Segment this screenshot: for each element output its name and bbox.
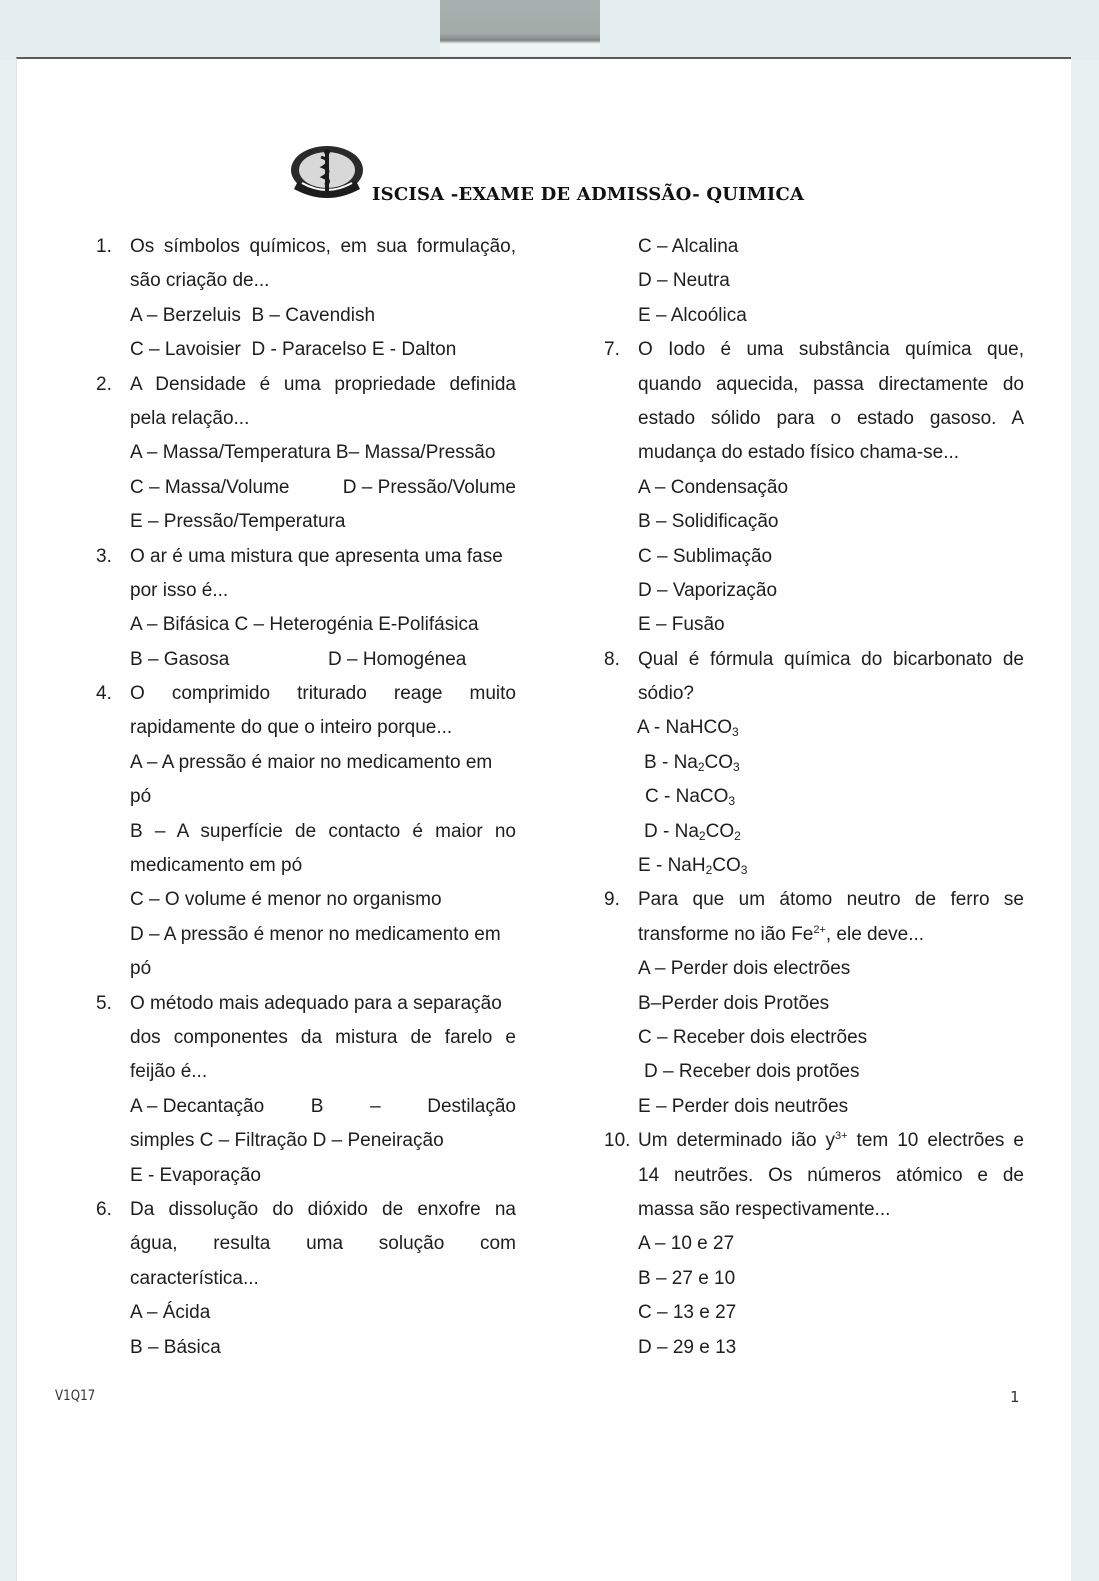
question-4 xyxy=(96,677,516,987)
answer-option[interactable]: E - Evaporação xyxy=(130,1164,261,1186)
answer-option[interactable]: A – 10 e 27 xyxy=(638,1233,735,1255)
answer-option-letter[interactable]: B xyxy=(310,1095,324,1117)
question-10 xyxy=(604,1124,1024,1365)
answer-option[interactable]: C – Lavoisier D - Paracelso E - Dalton xyxy=(130,339,457,361)
option-label: B - xyxy=(644,751,674,773)
formula-part: CO xyxy=(705,820,735,842)
question-stem: A Densidade é uma propriedade definida xyxy=(130,373,516,395)
charge-superscript: 3+ xyxy=(835,1130,848,1143)
answer-option[interactable]: C – Receber dois electrões xyxy=(638,1026,868,1048)
formula-subscript: 2 xyxy=(734,828,741,843)
question-stem: O método mais adequado para a separação xyxy=(130,992,502,1014)
question-stem: Qual é fórmula química do bicarbonato de xyxy=(638,648,1024,670)
answer-option[interactable] xyxy=(604,711,1024,745)
question-3 xyxy=(96,540,516,678)
question-stem: característica... xyxy=(130,1267,259,1289)
stem-word: uma xyxy=(306,1233,344,1255)
question-1 xyxy=(96,230,516,368)
formula-subscript: 2 xyxy=(705,863,713,878)
question-stem: 14 neutrões. Os números atómico e de xyxy=(638,1164,1024,1186)
formula-part: NaH xyxy=(667,855,706,877)
question-stem: mudança do estado físico chama-se... xyxy=(638,442,960,464)
answer-option[interactable]: D – Receber dois protões xyxy=(644,1061,860,1083)
answer-option[interactable]: B–Perder dois Protões xyxy=(638,992,830,1014)
question-number: 7. xyxy=(604,339,620,361)
formula-subscript: 3 xyxy=(728,794,736,809)
answer-option[interactable]: B – A superfície de contacto é maior no xyxy=(130,820,516,842)
answer-option[interactable]: B – Gasosa xyxy=(130,648,230,670)
answer-option[interactable]: A – Perder dois electrões xyxy=(638,958,851,980)
page-number: 1 xyxy=(1010,1388,1020,1406)
answer-option[interactable]: A – Massa/Temperatura B– Massa/Pressão xyxy=(130,442,496,464)
answer-option[interactable]: simples C – Filtração D – Peneiração xyxy=(130,1130,444,1152)
question-2 xyxy=(96,368,516,540)
answer-option[interactable]: E – Perder dois neutrões xyxy=(638,1095,849,1117)
answer-option[interactable]: D – Homogénea xyxy=(328,648,467,670)
question-stem: Da dissolução do dióxido de enxofre na xyxy=(130,1198,516,1220)
question-stem: pela relação... xyxy=(130,407,250,429)
formula-subscript: 3 xyxy=(733,759,740,774)
question-number: 9. xyxy=(604,889,620,911)
answer-option[interactable]: E – Fusão xyxy=(638,614,725,636)
answer-option[interactable]: A – Ácida xyxy=(130,1302,211,1324)
answer-option[interactable]: A – A pressão é maior no medicamento em xyxy=(130,751,493,773)
question-number: 5. xyxy=(96,992,112,1014)
question-6-continued xyxy=(604,230,1024,333)
answer-option-continued[interactable]: pó xyxy=(130,786,152,808)
question-stem: rapidamente do que o inteiro porque... xyxy=(130,717,453,739)
answer-option[interactable] xyxy=(604,746,1024,780)
answer-option[interactable]: D – A pressão é menor no medicamento em xyxy=(130,923,501,945)
formula-subscript: 3 xyxy=(740,863,748,878)
answer-option-continued[interactable]: medicamento em pó xyxy=(130,855,303,877)
answer-option[interactable]: B – 27 e 10 xyxy=(638,1267,736,1289)
answer-option[interactable]: D – 29 e 13 xyxy=(638,1336,737,1358)
formula-part: NaHCO xyxy=(665,717,733,739)
formula-subscript: 2 xyxy=(697,759,705,774)
answer-option[interactable]: A – Bifásica C – Heterogénia E-Polifásica xyxy=(130,614,479,636)
stem-word: água, xyxy=(130,1233,178,1255)
version-code: V1Q17 xyxy=(55,1388,96,1404)
stem-word: solução xyxy=(378,1233,445,1255)
question-number: 10. xyxy=(604,1130,631,1152)
stem-word: resulta xyxy=(213,1233,271,1255)
formula-part: CO xyxy=(704,751,734,773)
answer-option[interactable] xyxy=(604,815,1024,849)
answer-option[interactable]: B – Básica xyxy=(130,1336,221,1358)
question-stem: O comprimido triturado reage muito xyxy=(130,683,516,705)
option-label: D - xyxy=(644,820,675,842)
answer-option[interactable]: E – Pressão/Temperatura xyxy=(130,511,346,533)
answer-option[interactable] xyxy=(604,780,1024,814)
answer-option[interactable]: B – Solidificação xyxy=(638,511,779,533)
question-stem: por isso é... xyxy=(130,579,229,601)
question-stem: quando aquecida, passa directamente do xyxy=(638,373,1024,395)
formula-subscript: 3 xyxy=(732,725,739,740)
question-stem: O ar é uma mistura que apresenta uma fase xyxy=(130,545,503,567)
answer-option[interactable]: C – Sublimação xyxy=(638,545,773,567)
formula-part: NaCO xyxy=(675,786,729,808)
answer-option[interactable]: Destilação xyxy=(427,1095,516,1117)
answer-option[interactable]: A – Berzeluis B – Cavendish xyxy=(130,304,376,326)
question-stem: estado sólido para o estado gasoso. A xyxy=(638,407,1024,429)
formula-part: Na xyxy=(674,820,699,842)
question-6 xyxy=(96,1193,516,1365)
question-stem xyxy=(130,1227,516,1261)
question-stem: sódio? xyxy=(638,683,694,705)
answer-option[interactable]: D – Neutra xyxy=(638,270,730,292)
option-label: E - xyxy=(638,855,668,877)
scanner-lid-shadow xyxy=(440,0,600,56)
answer-option[interactable]: E – Alcoólica xyxy=(638,304,747,326)
question-number: 4. xyxy=(96,683,112,705)
option-label: C - xyxy=(645,786,676,808)
answer-option[interactable]: D – Pressão/Volume xyxy=(342,476,516,498)
answer-option[interactable]: C – Massa/Volume xyxy=(130,476,290,498)
question-stem: Os símbolos químicos, em sua formulação, xyxy=(130,236,516,257)
question-number: 1. xyxy=(96,236,112,257)
answer-option-continued[interactable]: pó xyxy=(130,958,152,980)
answer-option[interactable]: D – Vaporização xyxy=(638,579,778,601)
right-column xyxy=(604,230,1024,1365)
question-number: 8. xyxy=(604,648,620,670)
question-9 xyxy=(604,883,1024,1124)
question-stem: massa são respectivamente... xyxy=(638,1198,891,1220)
answer-option[interactable]: A – Condensação xyxy=(638,476,789,498)
answer-option[interactable]: A – Decantação xyxy=(130,1095,265,1117)
formula-part: CO xyxy=(712,855,741,877)
question-stem: são criação de... xyxy=(130,270,270,292)
question-stem: dos componentes da mistura de farelo e xyxy=(130,1026,516,1048)
exam-header xyxy=(284,140,824,210)
question-stem: feijão é... xyxy=(130,1061,208,1083)
answer-option[interactable]: C – 13 e 27 xyxy=(638,1302,737,1324)
charge-superscript: 2+ xyxy=(813,923,826,936)
question-number: 2. xyxy=(96,373,112,395)
formula-part: Na xyxy=(673,751,698,773)
left-column xyxy=(96,230,516,1365)
question-8 xyxy=(604,643,1024,884)
question-5 xyxy=(96,987,516,1193)
caduceus-logo-icon xyxy=(286,143,368,205)
option-label: A - xyxy=(637,717,666,739)
formula-subscript: 2 xyxy=(698,828,706,843)
stem-word: com xyxy=(480,1233,516,1255)
question-7 xyxy=(604,333,1024,643)
question-number: 6. xyxy=(96,1198,112,1220)
question-stem: transforme no ião $Fe^{2+}$, ele deve... xyxy=(638,923,925,945)
question-stem: Um determinado ião $y^{3+}$ tem 10 electrões e xyxy=(638,1130,1024,1152)
answer-option[interactable] xyxy=(604,849,1024,883)
answer-option[interactable]: C – O volume é menor no organismo xyxy=(130,889,442,911)
question-stem: Para que um átomo neutro de ferro se xyxy=(638,889,1024,911)
answer-option-dash: – xyxy=(370,1095,381,1117)
exam-title: ISCISA -EXAME DE ADMISSÃO- QUIMICA xyxy=(372,184,805,205)
answer-option[interactable]: C – Alcalina xyxy=(638,236,739,257)
question-number: 3. xyxy=(96,545,112,567)
question-stem: O Iodo é uma substância química que, xyxy=(638,339,1024,361)
